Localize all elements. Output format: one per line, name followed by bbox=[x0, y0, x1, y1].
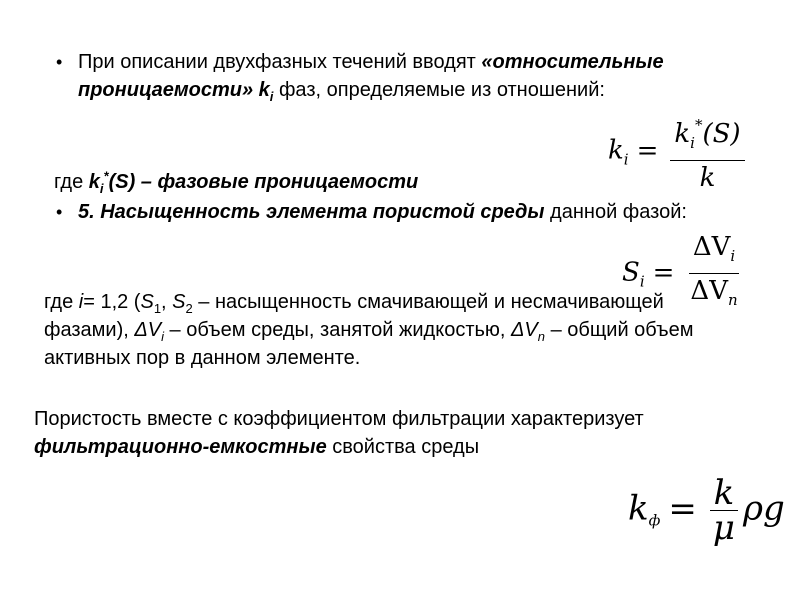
paragraph-relative-permeability: При описании двухфазных течений вводят «относительные проницаемости» $k_i$ фаз, определяемые из отношений: bbox=[78, 51, 664, 104]
bullet-dot: • bbox=[56, 52, 63, 72]
fraction: $\frac{k_i^*(S)}{k}$ bbox=[670, 110, 744, 193]
paragraph-phase-permeability: где $k_i^*(S)$ – фазовые проницаемости bbox=[54, 168, 419, 196]
bullet-dot: • bbox=[56, 202, 63, 222]
formula-saturation: $S_i$ = $\frac{\Delta V_i}{\Delta V_n}$ bbox=[622, 232, 746, 315]
fraction: $\frac{\Delta V_i}{\Delta V_n}$ bbox=[690, 232, 738, 309]
formula-relative-permeability: $k_i$ = $\frac{k_i^*(S)}{k}$ bbox=[608, 110, 749, 193]
paragraph-porosity: Пористость вместе с коэффициентом фильтрации характеризует фильтрационно-емкостные свойства среды bbox=[34, 408, 644, 458]
paragraph-saturation: 5. Насыщенность элемента пористой среды данной фазой: bbox=[78, 201, 687, 223]
formula-filtration-coefficient: kф = $\frac{k}{\mu}$ ρg bbox=[628, 473, 785, 548]
paragraph-saturation-definition: где i= 1,2 ($S_1$, $S_2$ – насыщенность смачивающей и несмачивающей фазами), $\Delta V_i$ – объем среды, занятой жидкостью, $\Delta V_n$ – общий объем активных пор в данном элементе. bbox=[44, 291, 694, 369]
fraction: $\frac{k}{\mu}$ bbox=[709, 478, 739, 543]
